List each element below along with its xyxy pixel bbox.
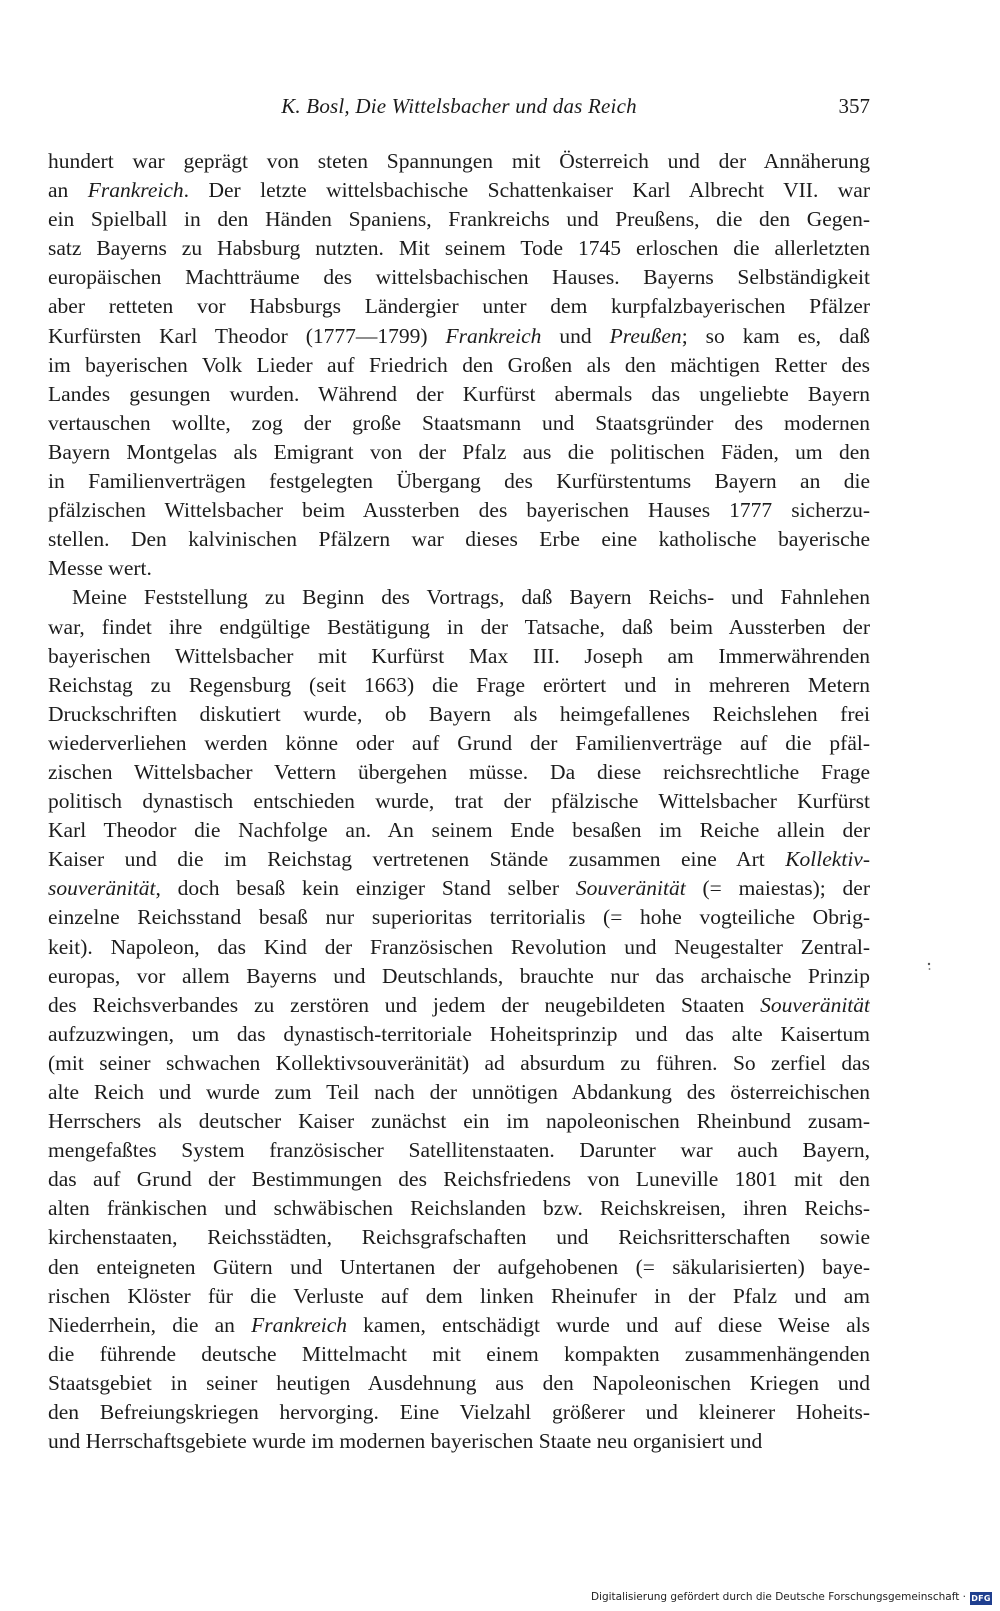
text-line: hundert war geprägt von steten Spannungen mit Österreich und der Annäherung	[48, 149, 870, 173]
text-line: alten fränkischen und schwäbischen Reichslanden bzw. Reichskreisen, ihren Reichs-	[48, 1196, 870, 1221]
text-line: Kaiser und die im Reichstag vertretenen Stände zusammen eine Art Kollektiv-	[48, 847, 870, 872]
text-line: pfälzischen Wittelsbacher beim Aussterben des bayerischen Hauses 1777 sicherzu-	[48, 498, 870, 523]
text-line: Reichstag zu Regensburg (seit 1663) die Frage erörtert und in mehreren Metern	[48, 672, 870, 697]
text-line: bayerischen Wittelsbacher mit Kurfürst Max III. Joseph am Immerwährenden	[48, 643, 870, 668]
text-line: europäischen Machtträume des wittelsbachischen Hauses. Bayerns Selbständigkeit	[48, 265, 870, 290]
text-line: und Herrschaftsgebiete wurde im modernen bayerischen Staate neu organisiert und	[48, 1429, 763, 1454]
text-line: einzelne Reichsstand besaß nur superioritas territorialis (= hohe vogteiliche Obrig-	[48, 905, 870, 930]
text-line: stellen. Den kalvinischen Pfälzern war dieses Erbe eine katholische bayerische	[48, 527, 870, 552]
text-line: zischen Wittelsbacher Vettern übergehen müsse. Da diese reichsrechtliche Frage	[48, 759, 870, 784]
text-line: aufzuzwingen, um das dynastisch-territoriale Hoheitsprinzip und das alte Kaisertum	[48, 1021, 870, 1046]
text-line: souveränität, doch besaß kein einziger Stand selber Souveränität (= maiestas); der	[48, 876, 870, 901]
text-line: Karl Theodor die Nachfolge an. An seinem Ende besaßen im Reiche allein der	[48, 818, 870, 843]
text-line: satz Bayerns zu Habsburg nutzten. Mit seinem Tode 1745 erloschen die allerletzten	[48, 236, 870, 261]
text-line: Landes gesungen wurden. Während der Kurfürst abermals das ungeliebte Bayern	[48, 381, 870, 406]
scan-speck	[926, 960, 932, 972]
text-line: den enteigneten Gütern und Untertanen der aufgehobenen (= säkularisierten) baye-	[48, 1254, 870, 1279]
text-line: des Reichsverbandes zu zerstören und jedem der neugebildeten Staaten Souveränität	[48, 992, 870, 1017]
text-line: Bayern Montgelas als Emigrant von der Pfalz aus die politischen Fäden, um den	[48, 439, 870, 464]
text-line: wiederverliehen werden könne oder auf Grund der Familienverträge auf die pfäl-	[48, 730, 870, 755]
text-line: das auf Grund der Bestimmungen des Reichsfriedens von Luneville 1801 mit den	[48, 1167, 870, 1192]
text-line: aber retteten vor Habsburgs Ländergier unter dem kurpfalzbayerischen Pfälzer	[48, 294, 870, 319]
paragraph-2	[48, 583, 870, 1456]
text-line: in Familienverträgen festgelegten Übergang des Kurfürstentums Bayern an die	[48, 469, 870, 494]
dfg-logo: DFG	[971, 1594, 991, 1603]
text-line: Kurfürsten Karl Theodor (1777—1799) Frankreich und Preußen; so kam es, daß	[48, 323, 870, 348]
text-line: Herrschers als deutscher Kaiser zunächst ein im napoleonischen Rheinbund zusam-	[48, 1109, 870, 1134]
text-line: Niederrhein, die an Frankreich kamen, entschädigt wurde und auf diese Weise als	[48, 1312, 870, 1337]
text-line: war, findet ihre endgültige Bestätigung in der Tatsache, daß beim Aussterben der	[48, 614, 870, 639]
text-line: (mit seiner schwachen Kollektivsouveränität) ad absurdum zu führen. So zerfiel das	[48, 1050, 870, 1075]
text-line: politisch dynastisch entschieden wurde, trat der pfälzische Wittelsbacher Kurfürst	[48, 789, 870, 814]
text-line: Messe wert.	[48, 556, 152, 581]
text-line: kirchenstaaten, Reichsstädten, Reichsgrafschaften und Reichsritterschaften sowie	[48, 1225, 870, 1250]
text-line: Staatsgebiet in seiner heutigen Ausdehnung aus den Napoleonischen Kriegen und	[48, 1370, 870, 1395]
running-title: K. Bosl, Die Wittelsbacher und das Reich	[281, 94, 637, 118]
text-line: mengefaßtes System französischer Satellitenstaaten. Darunter war auch Bayern,	[48, 1138, 870, 1163]
paragraph-1	[48, 147, 870, 583]
text-line: die führende deutsche Mittelmacht mit einem kompakten zusammenhängenden	[48, 1341, 870, 1366]
text-line: Druckschriften diskutiert wurde, ob Bayern als heimgefallenes Reichslehen frei	[48, 701, 870, 726]
text-line: alte Reich und wurde zum Teil nach der unnötigen Abdankung des österreichischen	[48, 1080, 870, 1104]
text-line: den Befreiungskriegen hervorging. Eine Vielzahl größerer und kleinerer Hoheits-	[48, 1400, 870, 1425]
text-line: keit). Napoleon, das Kind der Französischen Revolution und Neugestalter Zentral-	[48, 934, 870, 959]
text-line: im bayerischen Volk Lieder auf Friedrich den Großen als den mächtigen Retter des	[48, 352, 870, 377]
text-line: Meine Feststellung zu Beginn des Vortrags, daß Bayern Reichs- und Fahnlehen	[72, 585, 870, 610]
body-text	[48, 147, 870, 1456]
text-line: europas, vor allem Bayerns und Deutschlands, brauchte nur das archaische Prinzip	[48, 963, 870, 988]
text-line: ein Spielball in den Händen Spaniens, Frankreichs und Preußens, die den Gegen-	[48, 207, 870, 232]
page-number: 357	[838, 94, 870, 118]
text-line: an Frankreich. Der letzte wittelsbachische Schattenkaiser Karl Albrecht VII. war	[48, 178, 870, 203]
digitization-credit: Digitalisierung gefördert durch die Deutsche Forschungsgemeinschaft ·	[590, 1591, 966, 1603]
running-header	[48, 94, 870, 124]
text-line: vertauschen wollte, zog der große Staatsmann und Staatsgründer des modernen	[48, 410, 870, 435]
text-line: rischen Klöster für die Verluste auf dem linken Rheinufer in der Pfalz und am	[48, 1283, 870, 1308]
